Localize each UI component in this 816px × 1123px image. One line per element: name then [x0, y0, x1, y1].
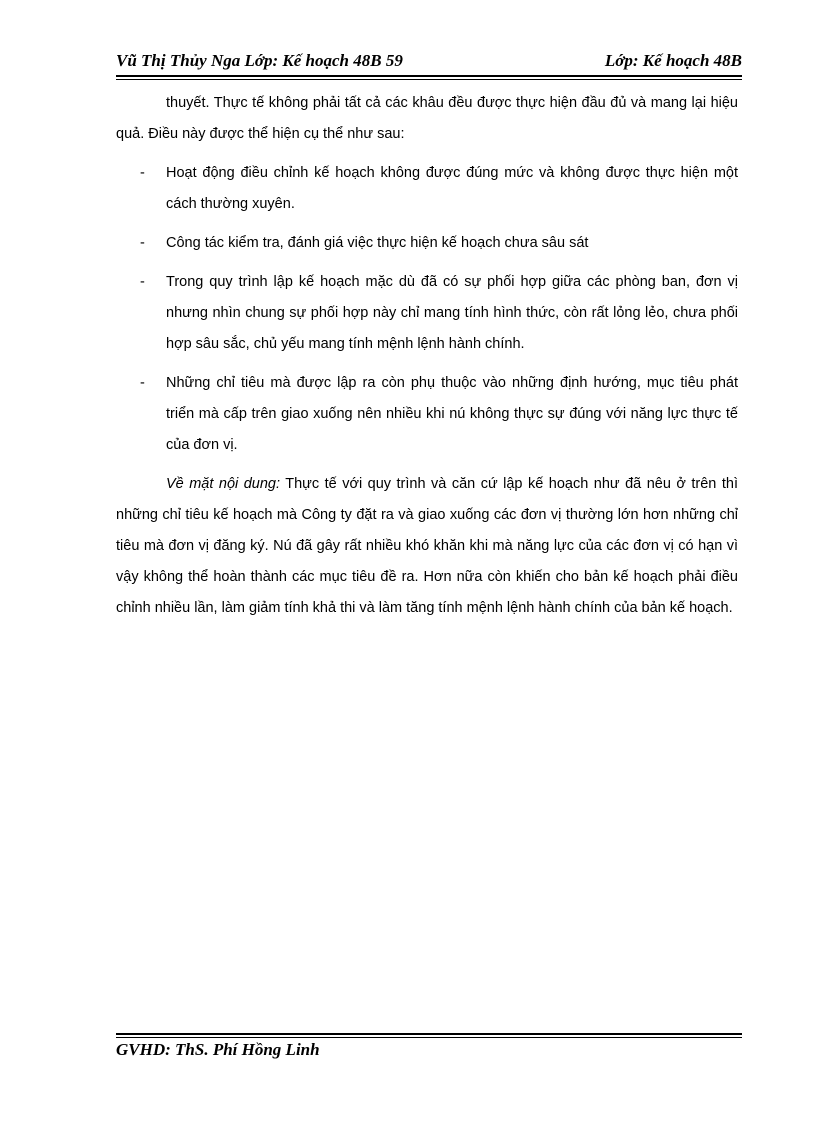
- page-footer: GVHD: ThS. Phí Hồng Linh: [116, 1040, 320, 1059]
- header-left-text: Vũ Thị Thủy Nga Lớp: Kế hoạch 48B 59: [116, 51, 403, 70]
- header-right-text: Lớp: Kế hoạch 48B: [604, 51, 742, 70]
- bullet-marker: -: [140, 274, 145, 290]
- intro-paragraph: thuyết. Thực tế không phải tất cả các khâu đều được thực hiện đầu đủ và mang lại hiệu quả. Điều này được thể hiện cụ thể như sau:: [116, 95, 738, 142]
- bullet-item: [116, 228, 738, 259]
- bullet-item: [116, 158, 738, 220]
- content-lead: Về mặt nội dung:: [166, 476, 281, 492]
- bullet-marker: -: [140, 235, 145, 251]
- bullet-item: [116, 267, 738, 360]
- footer-rule-thin: [116, 1037, 742, 1038]
- bullet-text: Hoạt động điều chỉnh kế hoạch không được đúng mức và không được thực hiện một cách thường xuyên.: [166, 165, 738, 212]
- header-rule: [116, 75, 742, 77]
- content-text: Thực tế với quy trình và căn cứ lập kế hoạch như đã nêu ở trên thì những chỉ tiêu kế hoạch mà Công ty đặt ra và giao xuống các đơn vị thường lớn hơn những chỉ tiêu mà đơn vị đăng ký. Nú đã gây rất nhiều khó khăn khi mà năng lực của các đơn vị có hạn vì vậy không thể hoàn thành các mục tiêu đề ra. Hơn nữa còn khiến cho bản kế hoạch phải điều chỉnh nhiều lần, làm giảm tính khả thi và làm tăng tính mệnh lệnh hành chính của bản kế hoạch.: [116, 476, 738, 616]
- page-content: [116, 88, 738, 632]
- bullet-text: Công tác kiểm tra, đánh giá việc thực hiện kế hoạch chưa sâu sát: [166, 235, 589, 251]
- bullet-text: Những chỉ tiêu mà được lập ra còn phụ thuộc vào những định hướng, mục tiêu phát triển mà cấp trên giao xuống nên nhiều khi nú không thực sự đúng với năng lực thực tế của đơn vị.: [166, 375, 738, 453]
- footer-rule: [116, 1033, 742, 1035]
- bullet-marker: -: [140, 375, 145, 391]
- page-header: [116, 50, 742, 72]
- header-rule-thin: [116, 79, 742, 80]
- content-paragraph: [116, 469, 738, 624]
- bullet-item: [116, 368, 738, 461]
- bullet-text: Trong quy trình lập kế hoạch mặc dù đã có sự phối hợp giữa các phòng ban, đơn vị nhưng nhìn chung sự phối hợp này chỉ mang tính hình thức, còn rất lỏng lẻo, chưa phối hợp sâu sắc, chủ yếu mang tính mệnh lệnh hành chính.: [166, 274, 738, 352]
- bullet-marker: -: [140, 165, 145, 181]
